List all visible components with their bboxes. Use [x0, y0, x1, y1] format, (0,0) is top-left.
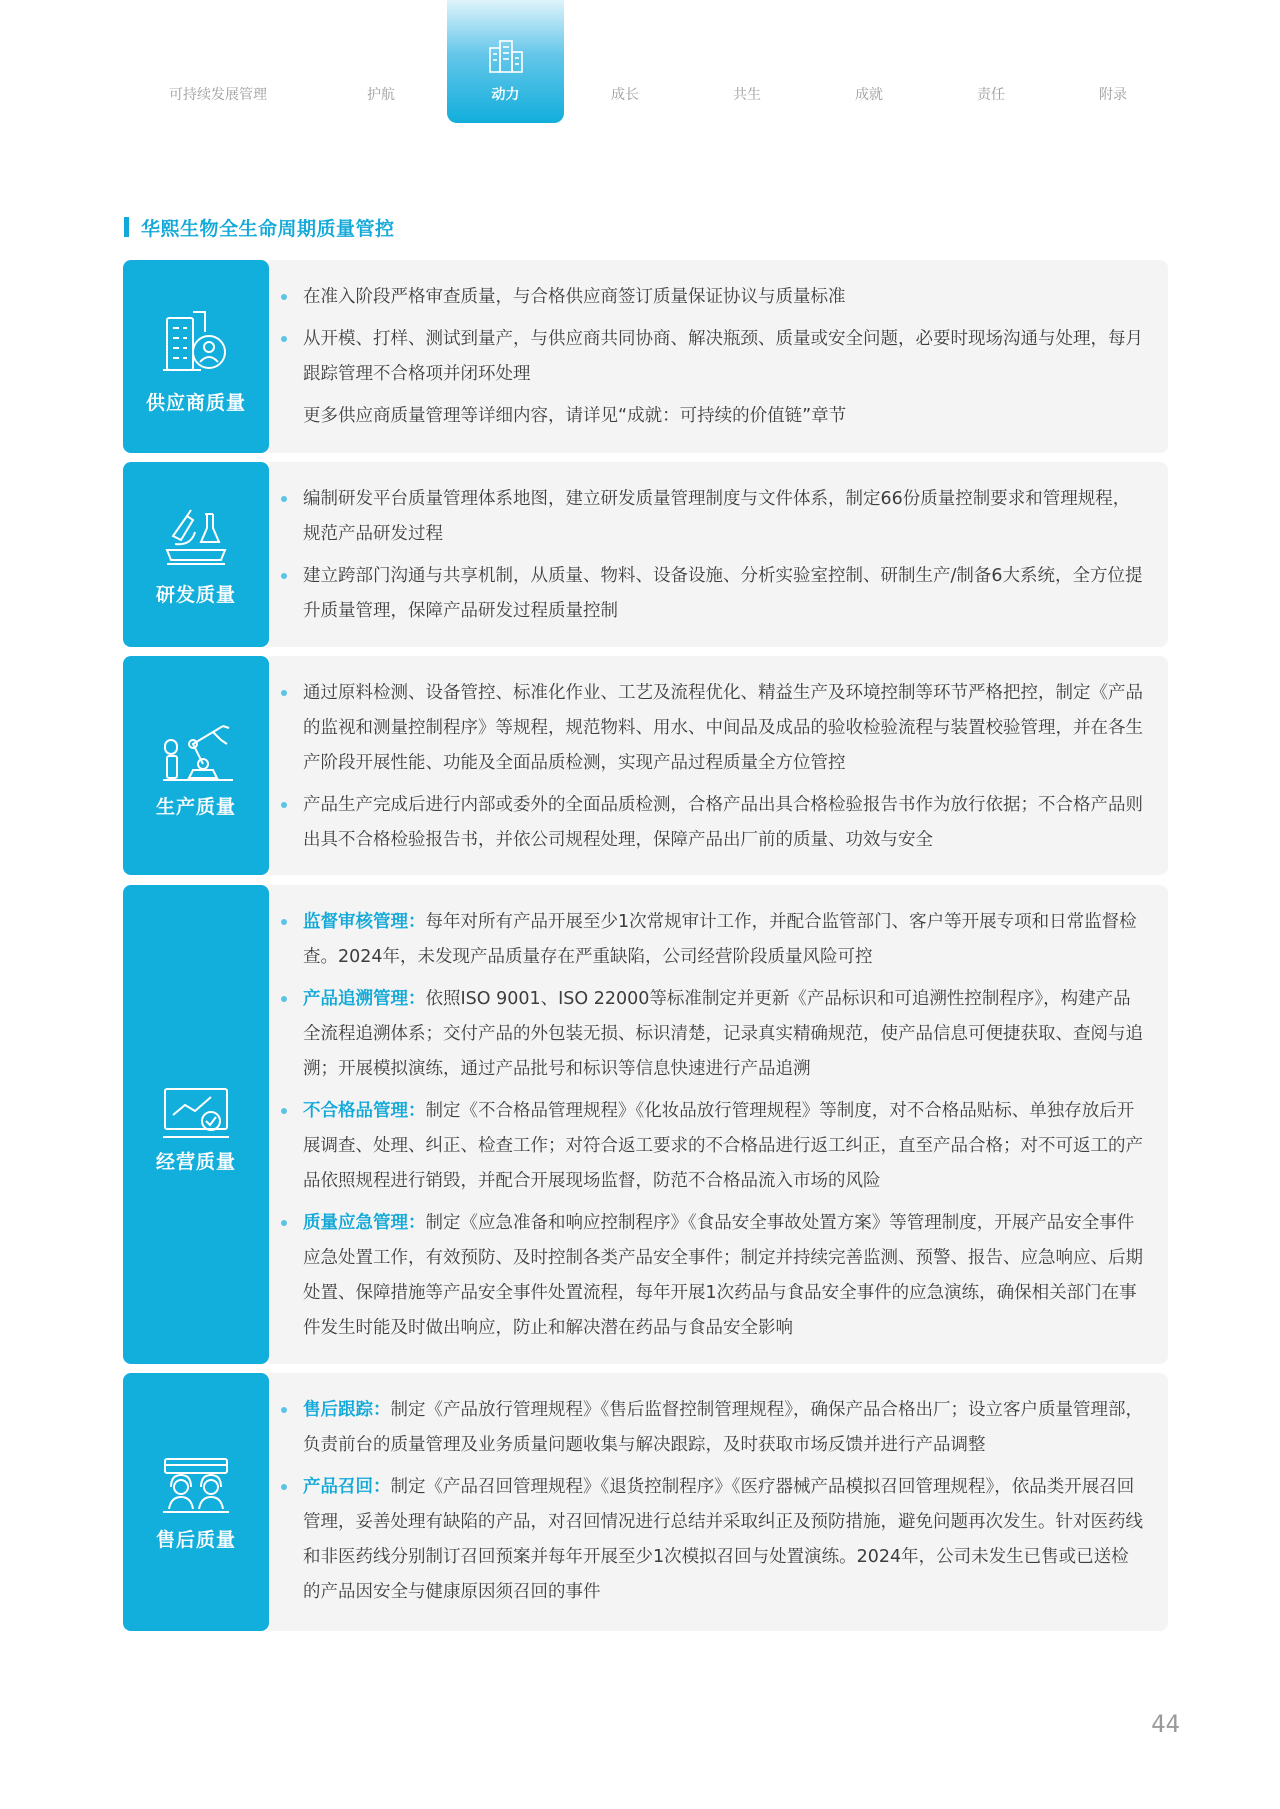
nav-item-dongli-active[interactable] [447, 0, 564, 123]
page-number: 44 [1151, 1710, 1180, 1738]
nav-item-chengjiu[interactable]: 成就 [855, 87, 883, 103]
card-body [269, 462, 1168, 647]
card-supplier-quality [123, 260, 1168, 453]
list-item [303, 676, 1144, 781]
card-label: 生产质量 [155, 796, 236, 818]
list-item-text: 更多供应商质量管理等详细内容，请详见“成就：可持续的价值链”章节 [303, 406, 847, 426]
list-item [303, 1094, 1144, 1199]
list-item-title: 产品追溯管理： [303, 989, 426, 1009]
building-icon [487, 38, 525, 74]
list-item-text: 制定《应急准备和响应控制程序》《食品安全事故处置方案》等管理制度，开展产品安全事件应急处置工作，有效预防、及时控制各类产品安全事件；制定并持续完善监测、预警、报告、应急响应、后期处置、保障措施等产品安全事件处置流程，每年开展1次药品与食品安全事件的应急演练，确保相关部门在事件发生时能及时做出响应，防止和解决潜在药品与食品安全影响 [303, 1213, 1143, 1338]
robot-arm-icon [161, 718, 235, 784]
card-body [269, 260, 1168, 453]
nav-item-huhang[interactable]: 护航 [367, 87, 395, 103]
bullet-dot [281, 1220, 287, 1226]
card-label: 售后质量 [155, 1529, 236, 1551]
list-item [303, 1393, 1144, 1463]
list-item [303, 280, 1144, 315]
card-body [269, 1373, 1168, 1631]
card-side-panel [123, 1373, 269, 1631]
building-person-icon [161, 308, 231, 376]
card-label: 经营质量 [155, 1151, 236, 1173]
list-item [303, 905, 1144, 975]
list-item [303, 559, 1144, 629]
list-item-text: 制定《产品召回管理规程》《退货控制程序》《医疗器械产品模拟召回管理规程》，依品类开展召回管理，妥善处理有缺陷的产品，对召回情况进行总结并采取纠正及预防措施，避免问题再次发生。针对医药线和非医药线分别制订召回预案并每年开展至少1次模拟召回与处置演练。2024年，公司未发生已售或已送检的产品因安全与健康原因须召回的事件 [303, 1477, 1143, 1602]
bullet-dot [281, 919, 287, 925]
bullet-dot [281, 996, 287, 1002]
card-label: 供应商质量 [145, 392, 246, 414]
list-item-title: 产品召回： [303, 1477, 391, 1497]
list-item [303, 788, 1144, 858]
list-item-text: 制定《产品放行管理规程》《售后监督控制管理规程》，确保产品合格出厂；设立客户质量管理部，负责前台的质量管理及业务质量问题收集与解决跟踪，及时获取市场反馈并进行产品调整 [303, 1400, 1143, 1455]
card-body [269, 656, 1168, 875]
nav-item-sustainability[interactable]: 可持续发展管理 [169, 87, 267, 103]
list-item [303, 482, 1144, 552]
nav-item-fulu[interactable]: 附录 [1099, 87, 1127, 103]
list-item-text: 制定《不合格品管理规程》《化妆品放行管理规程》等制度，对不合格品贴标、单独存放后开展调查、处理、纠正、检查工作；对符合返工要求的不合格品进行返工纠正，直至产品合格；对不可返工的产品依照规程进行销毁，并配合开展现场监督，防范不合格品流入市场的风险 [303, 1101, 1143, 1191]
card-production-quality [123, 656, 1168, 875]
card-rnd-quality [123, 462, 1168, 647]
list-item-text: 产品生产完成后进行内部或委外的全面品质检测，合格产品出具合格检验报告书作为放行依据；不合格产品则出具不合格检验报告书，并依公司规程处理，保障产品出厂前的质量、功效与安全 [303, 795, 1143, 850]
list-item [303, 1470, 1144, 1610]
list-item-text: 在准入阶段严格审查质量，与合格供应商签订质量保证协议与质量标准 [303, 287, 846, 307]
bullet-dot [281, 802, 287, 808]
section-title-text: 华熙生物全生命周期质量管控 [141, 218, 395, 240]
bullet-dot [281, 573, 287, 579]
customer-service-icon [161, 1455, 231, 1515]
bullet-dot [281, 496, 287, 502]
list-item-text: 每年对所有产品开展至少1次常规审计工作，并配合监管部门、客户等开展专项和日常监督检查。2024年，未发现产品质量存在严重缺陷，公司经营阶段质量风险可控 [303, 912, 1137, 967]
card-side-panel [123, 260, 269, 453]
list-item-text: 通过原料检测、设备管控、标准化作业、工艺及流程优化、精益生产及环境控制等环节严格把控，制定《产品的监视和测量控制程序》等规程，规范物料、用水、中间品及成品的验收检验流程与装置校验管理，并在各生产阶段开展性能、功能及全面品质检测，实现产品过程质量全方位管控 [303, 683, 1143, 773]
nav-item-zeren[interactable]: 责任 [977, 87, 1005, 103]
nav-item-gongsheng[interactable]: 共生 [733, 87, 761, 103]
card-body [269, 885, 1168, 1364]
card-side-panel [123, 885, 269, 1364]
bullet-dot [281, 336, 287, 342]
list-item [303, 1206, 1144, 1346]
chart-check-icon [161, 1085, 231, 1141]
card-aftersales-quality [123, 1373, 1168, 1631]
list-item-title: 售后跟踪： [303, 1400, 391, 1420]
card-side-panel [123, 656, 269, 875]
nav-item-chengzhang[interactable]: 成长 [611, 87, 639, 103]
list-item-title: 质量应急管理： [303, 1213, 426, 1233]
bullet-dot [281, 690, 287, 696]
list-item [303, 399, 1144, 434]
bullet-dot [281, 294, 287, 300]
bullet-dot [281, 1407, 287, 1413]
top-navigation [0, 0, 1280, 125]
list-item-text: 建立跨部门沟通与共享机制，从质量、物料、设备设施、分析实验室控制、研制生产/制备6大系统，全方位提升质量管理，保障产品研发过程质量控制 [303, 566, 1143, 621]
list-item-text: 依照ISO 9001、ISO 22000等标准制定并更新《产品标识和可追溯性控制程序》，构建产品全流程追溯体系；交付产品的外包装无损、标识清楚，记录真实精确规范，使产品信息可便捷获取、查阅与追溯；开展模拟演练，通过产品批号和标识等信息快速进行产品追溯 [303, 989, 1143, 1079]
list-item-text: 从开模、打样、测试到量产，与供应商共同协商、解决瓶颈、质量或安全问题，必要时现场沟通与处理，每月跟踪管理不合格项并闭环处理 [303, 329, 1143, 384]
list-item-title: 监督审核管理： [303, 912, 426, 932]
list-item-title: 不合格品管理： [303, 1101, 426, 1121]
bullet-dot [281, 1484, 287, 1490]
card-label: 研发质量 [155, 584, 236, 606]
card-side-panel [123, 462, 269, 647]
nav-item-label: 动力 [491, 87, 520, 103]
list-item-text: 编制研发平台质量管理体系地图，建立研发质量管理制度与文件体系，制定66份质量控制要求和管理规程，规范产品研发过程 [303, 489, 1131, 544]
section-title [123, 214, 395, 241]
list-item [303, 982, 1144, 1087]
microscope-flask-icon [161, 506, 231, 568]
card-operation-quality [123, 885, 1168, 1364]
list-item [303, 322, 1144, 392]
bullet-dot [281, 1108, 287, 1114]
